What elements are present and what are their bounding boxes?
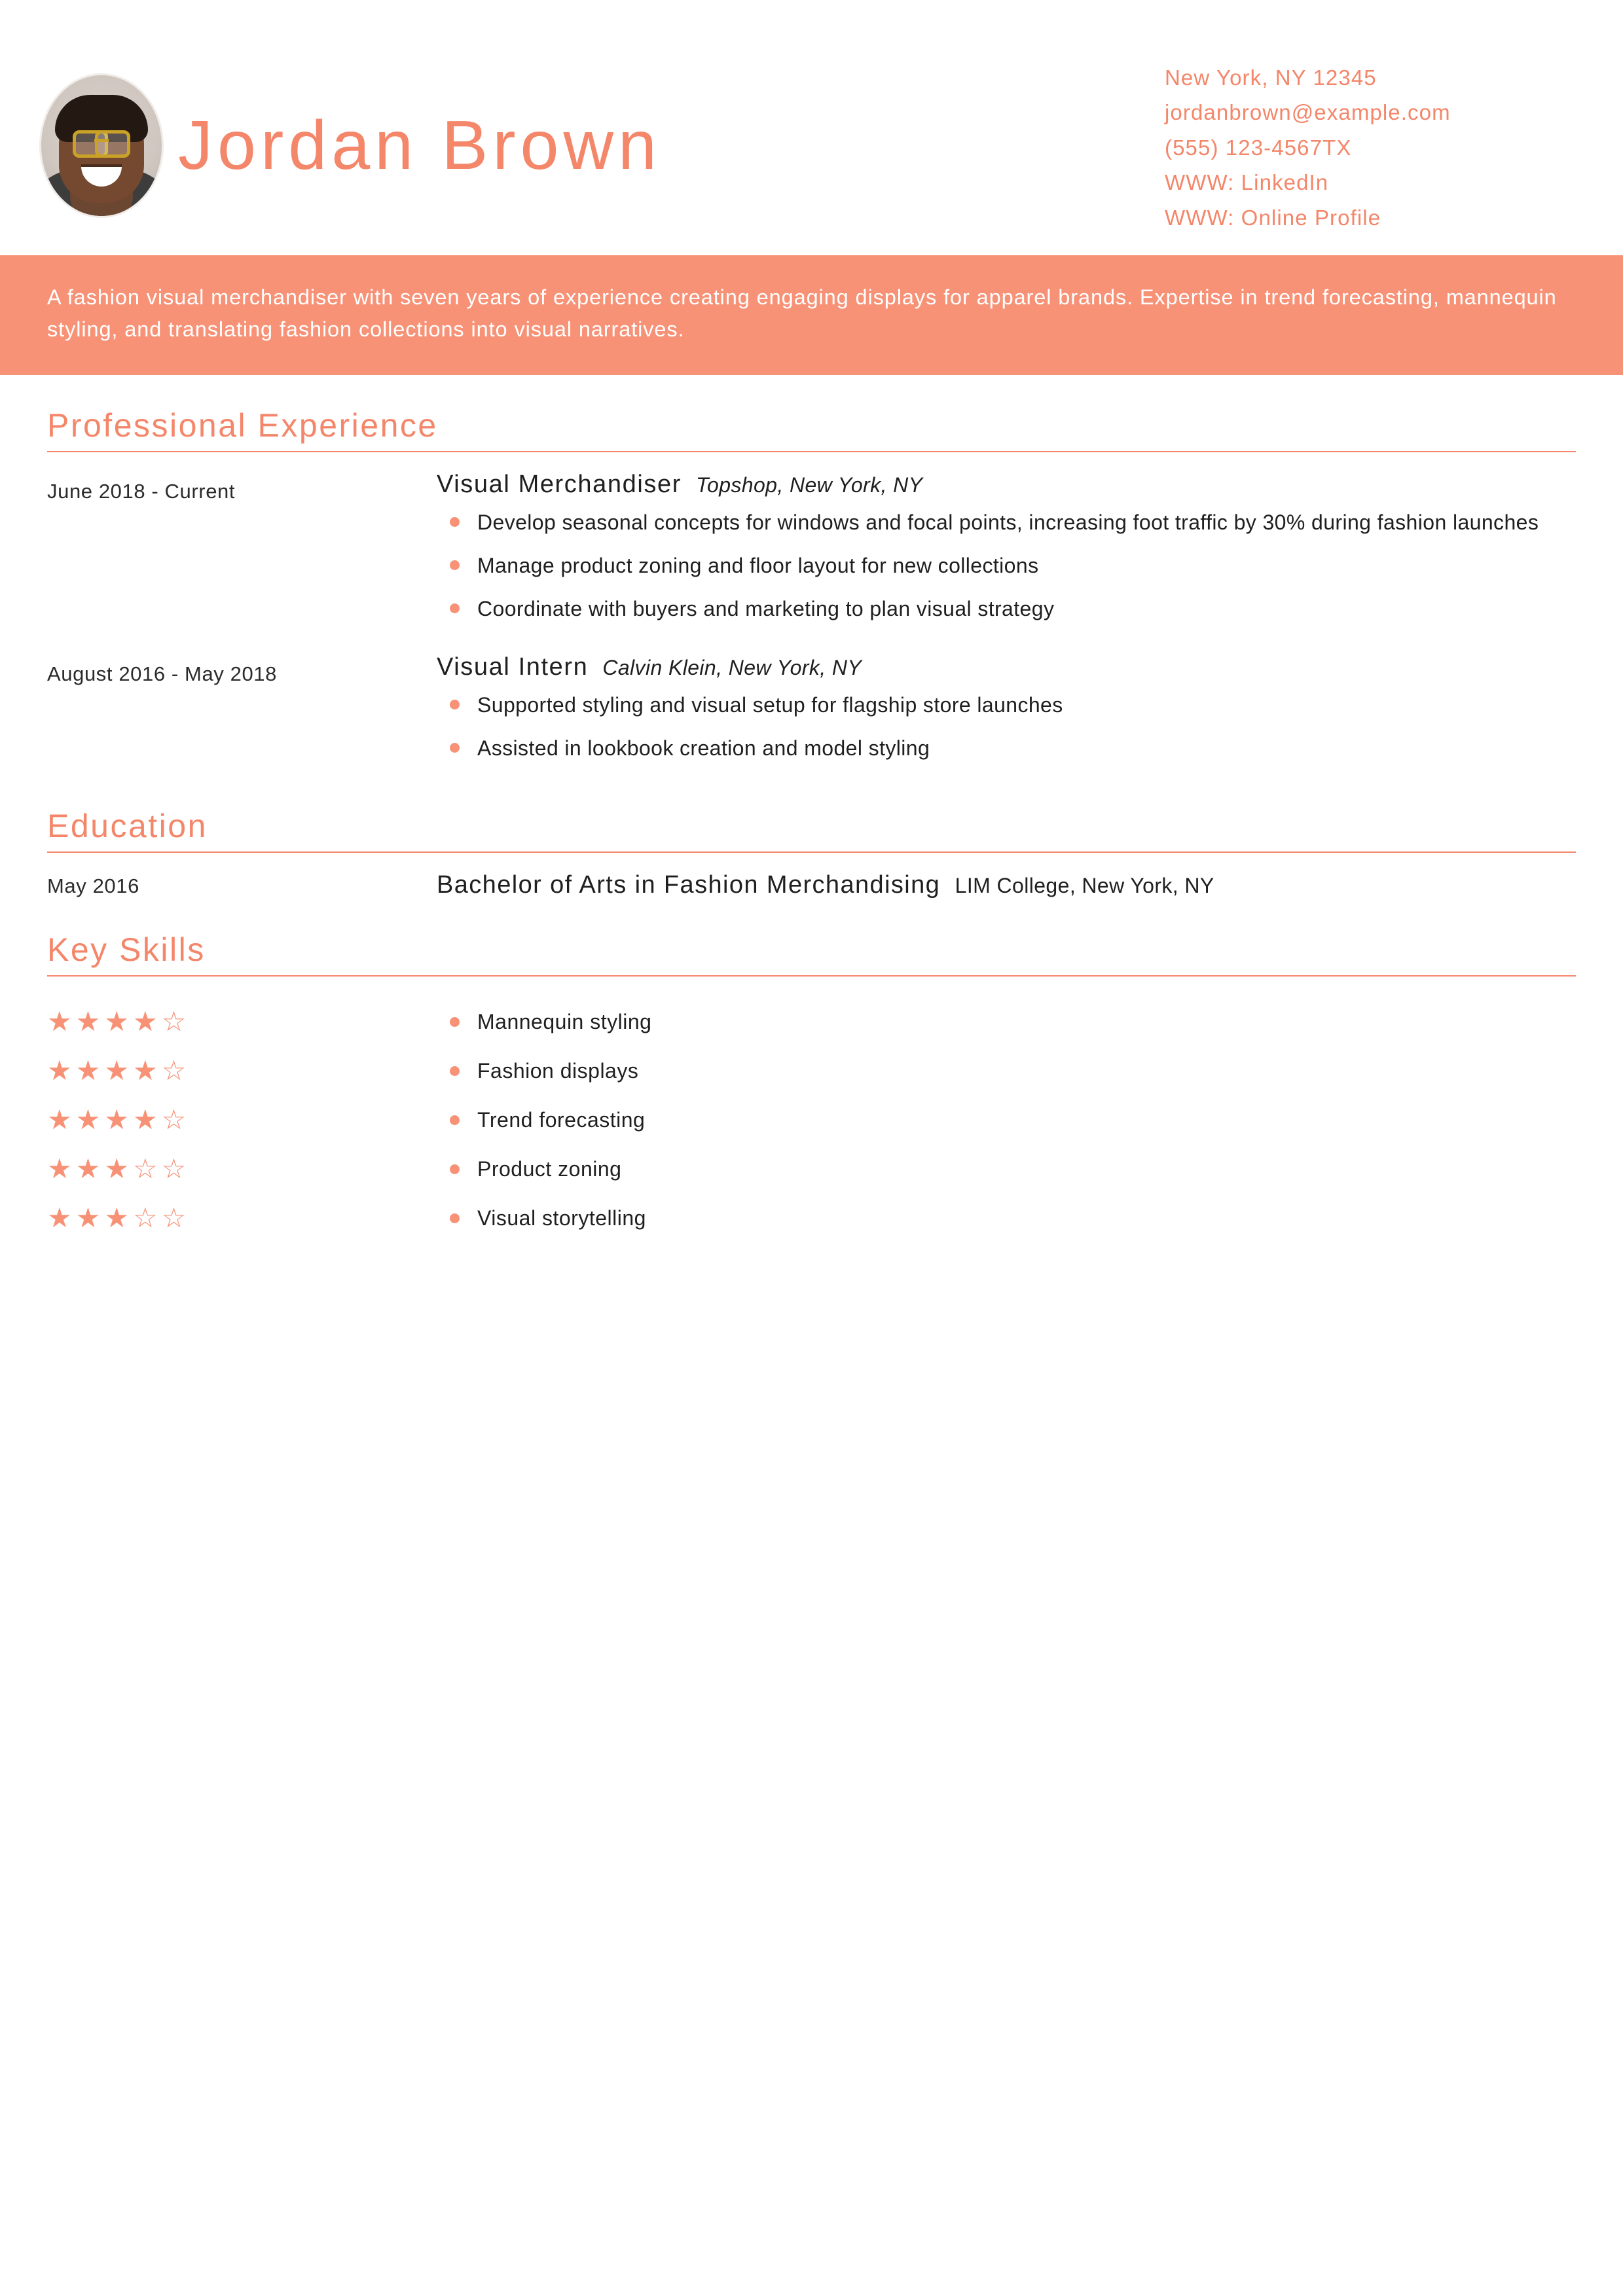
contact-online-profile[interactable]: WWW: Online Profile bbox=[1165, 205, 1381, 230]
experience-section-title: Professional Experience bbox=[47, 406, 438, 444]
list-item: Mannequin styling bbox=[437, 997, 1576, 1047]
star-filled-icon: ★ bbox=[104, 1153, 129, 1185]
avatar-container bbox=[0, 73, 164, 218]
star-empty-icon: ☆ bbox=[161, 1055, 187, 1086]
contact-phone: (555) 123-4567TX bbox=[1165, 135, 1352, 160]
experience-section bbox=[0, 406, 1623, 776]
experience-date: August 2016 - May 2018 bbox=[47, 662, 277, 685]
experience-entry bbox=[47, 471, 1576, 636]
avatar bbox=[39, 73, 164, 218]
skills-content bbox=[47, 995, 1576, 1243]
experience-bullet-list bbox=[437, 507, 1576, 624]
star-filled-icon: ★ bbox=[47, 1055, 72, 1086]
contact-address: New York, NY 12345 bbox=[1165, 65, 1377, 90]
experience-body bbox=[437, 471, 1576, 636]
candidate-name: Jordan Brown bbox=[178, 106, 662, 184]
experience-company: Topshop, New York, NY bbox=[695, 473, 923, 497]
education-body bbox=[437, 871, 1214, 899]
star-filled-icon: ★ bbox=[104, 1202, 129, 1234]
list-item: Trend forecasting bbox=[437, 1096, 1576, 1145]
skill-rating bbox=[47, 1194, 437, 1243]
star-empty-icon: ☆ bbox=[132, 1153, 158, 1185]
skills-label-column bbox=[437, 995, 1576, 1243]
star-filled-icon: ★ bbox=[47, 1104, 72, 1136]
education-entry bbox=[47, 871, 1576, 899]
star-filled-icon: ★ bbox=[104, 1006, 129, 1037]
experience-company: Calvin Klein, New York, NY bbox=[602, 655, 862, 679]
education-section-title: Education bbox=[47, 807, 208, 844]
star-filled-icon: ★ bbox=[47, 1006, 72, 1037]
skills-section bbox=[0, 931, 1623, 1243]
list-item: Manage product zoning and floor layout for new collections bbox=[437, 550, 1576, 581]
star-empty-icon: ☆ bbox=[161, 1153, 187, 1185]
star-filled-icon: ★ bbox=[75, 1104, 101, 1136]
star-filled-icon: ★ bbox=[47, 1153, 72, 1185]
experience-date: June 2018 - Current bbox=[47, 479, 236, 503]
star-empty-icon: ☆ bbox=[161, 1006, 187, 1037]
star-filled-icon: ★ bbox=[104, 1055, 129, 1086]
experience-bullet-list bbox=[437, 689, 1576, 764]
star-empty-icon: ☆ bbox=[161, 1104, 187, 1136]
star-filled-icon: ★ bbox=[132, 1055, 158, 1086]
star-empty-icon: ☆ bbox=[132, 1202, 158, 1234]
star-filled-icon: ★ bbox=[47, 1202, 72, 1234]
list-item: Assisted in lookbook creation and model styling bbox=[437, 732, 1576, 764]
list-item: Develop seasonal concepts for windows and focal points, increasing foot traffic by 30% during fashion launches bbox=[437, 507, 1576, 538]
skill-rating bbox=[47, 997, 437, 1047]
skills-section-title: Key Skills bbox=[47, 931, 206, 968]
star-filled-icon: ★ bbox=[75, 1055, 101, 1086]
skills-divider bbox=[47, 975, 1576, 977]
resume-header bbox=[0, 0, 1623, 255]
education-school: LIM College, New York, NY bbox=[955, 873, 1214, 897]
experience-body bbox=[437, 653, 1576, 776]
experience-job-title: Visual Intern bbox=[437, 653, 589, 681]
skill-rating bbox=[47, 1047, 437, 1096]
list-item: Visual storytelling bbox=[437, 1194, 1576, 1243]
star-filled-icon: ★ bbox=[104, 1104, 129, 1136]
experience-heading bbox=[437, 471, 1576, 499]
list-item: Coordinate with buyers and marketing to plan visual strategy bbox=[437, 593, 1576, 624]
skill-rating bbox=[47, 1145, 437, 1194]
star-filled-icon: ★ bbox=[75, 1202, 101, 1234]
avatar-smile bbox=[81, 164, 122, 187]
experience-divider bbox=[47, 451, 1576, 452]
summary-text: A fashion visual merchandiser with seven years of experience creating engaging displays for apparel brands. Expertise in trend forecasting, mannequin styling, and translating fashion collections into visual narratives. bbox=[47, 285, 1557, 342]
contact-email[interactable]: jordanbrown@example.com bbox=[1165, 100, 1451, 125]
summary-band bbox=[0, 255, 1623, 375]
star-empty-icon: ☆ bbox=[161, 1202, 187, 1234]
list-item: Product zoning bbox=[437, 1145, 1576, 1194]
education-divider bbox=[47, 852, 1576, 853]
star-filled-icon: ★ bbox=[132, 1104, 158, 1136]
skills-ratings-column bbox=[47, 995, 437, 1243]
star-filled-icon: ★ bbox=[132, 1006, 158, 1037]
education-degree: Bachelor of Arts in Fashion Merchandising bbox=[437, 870, 941, 899]
contact-block bbox=[1165, 56, 1623, 235]
experience-heading bbox=[437, 653, 1576, 681]
education-date: May 2016 bbox=[47, 874, 139, 897]
experience-job-title: Visual Merchandiser bbox=[437, 470, 682, 498]
education-section bbox=[0, 807, 1623, 899]
name-block bbox=[164, 106, 1165, 184]
star-filled-icon: ★ bbox=[75, 1006, 101, 1037]
glasses-right-lens-icon bbox=[95, 130, 130, 158]
list-item: Fashion displays bbox=[437, 1047, 1576, 1096]
skill-rating bbox=[47, 1096, 437, 1145]
contact-linkedin[interactable]: WWW: LinkedIn bbox=[1165, 170, 1329, 195]
glasses-bridge-icon bbox=[94, 139, 109, 142]
experience-entry bbox=[47, 653, 1576, 776]
list-item: Supported styling and visual setup for flagship store launches bbox=[437, 689, 1576, 721]
star-filled-icon: ★ bbox=[75, 1153, 101, 1185]
